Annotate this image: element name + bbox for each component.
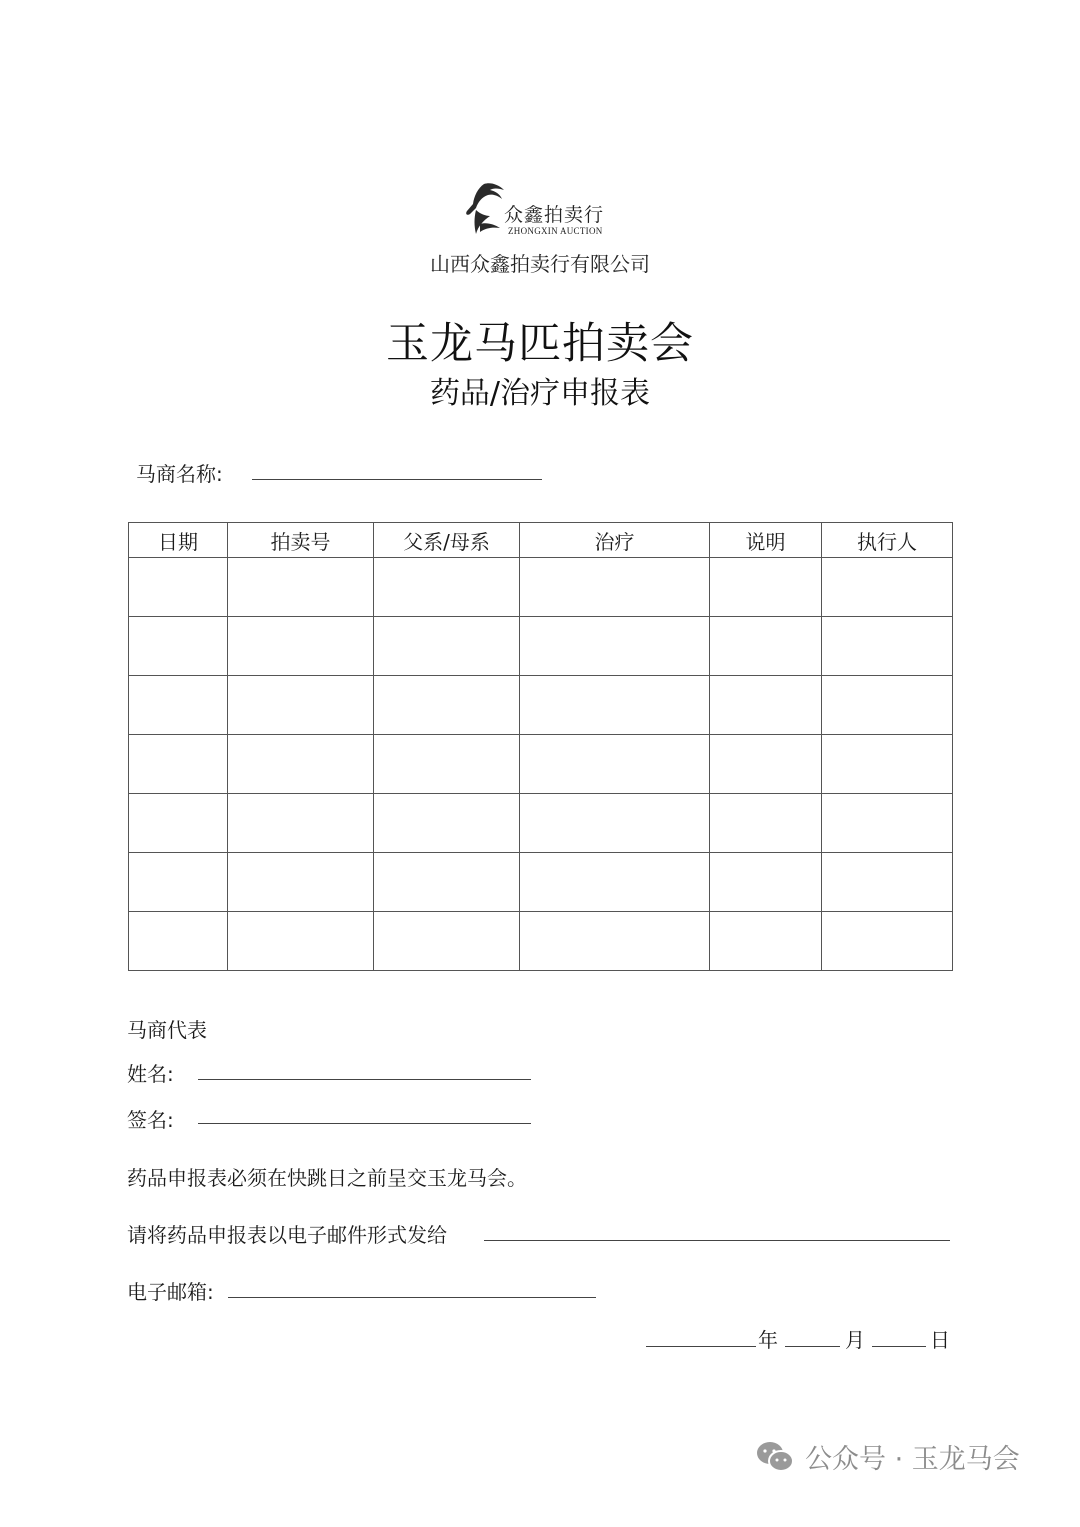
table-cell[interactable] bbox=[520, 558, 710, 617]
column-header-date: 日期 bbox=[129, 523, 228, 558]
year-field[interactable] bbox=[646, 1346, 756, 1347]
recipient-field[interactable] bbox=[484, 1240, 950, 1241]
dealer-name-field[interactable] bbox=[252, 479, 542, 480]
table-cell[interactable] bbox=[228, 912, 374, 971]
table-cell[interactable] bbox=[822, 558, 953, 617]
table-row bbox=[129, 676, 953, 735]
column-header-notes: 说明 bbox=[710, 523, 822, 558]
horse-head-icon bbox=[462, 180, 510, 238]
table-cell[interactable] bbox=[710, 617, 822, 676]
name-label: 姓名: bbox=[127, 1062, 174, 1086]
table-row bbox=[129, 912, 953, 971]
table-cell[interactable] bbox=[228, 617, 374, 676]
submission-notice: 药品申报表必须在快跳日之前呈交玉龙马会。 bbox=[127, 1166, 527, 1190]
table-cell[interactable] bbox=[374, 617, 520, 676]
table-cell[interactable] bbox=[129, 617, 228, 676]
table-cell[interactable] bbox=[129, 735, 228, 794]
table-cell[interactable] bbox=[710, 853, 822, 912]
table-row bbox=[129, 853, 953, 912]
column-header-administered-by: 执行人 bbox=[822, 523, 953, 558]
name-field[interactable] bbox=[198, 1079, 531, 1080]
table-cell[interactable] bbox=[374, 558, 520, 617]
table-row bbox=[129, 558, 953, 617]
table-cell[interactable] bbox=[228, 558, 374, 617]
table-cell[interactable] bbox=[228, 676, 374, 735]
email-send-label: 请将药品申报表以电子邮件形式发给 bbox=[127, 1223, 447, 1247]
table-row bbox=[129, 735, 953, 794]
wechat-icon bbox=[755, 1440, 795, 1474]
column-header-sire-dam: 父系/母系 bbox=[374, 523, 520, 558]
table-cell[interactable] bbox=[228, 735, 374, 794]
table-cell[interactable] bbox=[129, 794, 228, 853]
month-field[interactable] bbox=[785, 1346, 840, 1347]
page-subtitle: 药品/治疗申报表 bbox=[429, 376, 651, 411]
table-cell[interactable] bbox=[822, 617, 953, 676]
signature-label: 签名: bbox=[127, 1108, 174, 1132]
table-cell[interactable] bbox=[374, 853, 520, 912]
table-cell[interactable] bbox=[710, 735, 822, 794]
table-cell[interactable] bbox=[822, 676, 953, 735]
company-name: 山西众鑫拍卖行有限公司 bbox=[430, 252, 650, 276]
email-label: 电子邮箱: bbox=[127, 1280, 214, 1304]
column-header-lot-number: 拍卖号 bbox=[228, 523, 374, 558]
month-label: 月 bbox=[845, 1328, 865, 1352]
table-cell[interactable] bbox=[129, 853, 228, 912]
table-cell[interactable] bbox=[228, 853, 374, 912]
company-logo bbox=[462, 180, 632, 240]
dealer-name-label: 马商名称: bbox=[136, 462, 223, 486]
table-cell[interactable] bbox=[710, 912, 822, 971]
table-cell[interactable] bbox=[374, 676, 520, 735]
table-cell[interactable] bbox=[129, 676, 228, 735]
watermark bbox=[755, 1437, 1020, 1476]
table-cell[interactable] bbox=[520, 735, 710, 794]
email-field[interactable] bbox=[228, 1297, 596, 1298]
representative-heading: 马商代表 bbox=[127, 1018, 207, 1042]
year-label: 年 bbox=[758, 1328, 778, 1352]
table-cell[interactable] bbox=[374, 735, 520, 794]
table-cell[interactable] bbox=[822, 912, 953, 971]
column-header-treatment: 治疗 bbox=[520, 523, 710, 558]
table-cell[interactable] bbox=[374, 794, 520, 853]
table-cell[interactable] bbox=[710, 676, 822, 735]
table-cell[interactable] bbox=[822, 735, 953, 794]
table-cell[interactable] bbox=[520, 912, 710, 971]
watermark-text: 公众号 · 玉龙马会 bbox=[805, 1444, 1020, 1475]
day-field[interactable] bbox=[872, 1346, 926, 1347]
logo-name-cn: 众鑫拍卖行 bbox=[504, 204, 605, 226]
table-row bbox=[129, 617, 953, 676]
table-cell[interactable] bbox=[710, 794, 822, 853]
day-label: 日 bbox=[930, 1328, 950, 1352]
table-cell[interactable] bbox=[822, 794, 953, 853]
table-header-row bbox=[129, 523, 953, 558]
table-cell[interactable] bbox=[129, 558, 228, 617]
table-cell[interactable] bbox=[710, 558, 822, 617]
table-cell[interactable] bbox=[520, 794, 710, 853]
table-cell[interactable] bbox=[374, 912, 520, 971]
table-cell[interactable] bbox=[520, 617, 710, 676]
table-cell[interactable] bbox=[822, 853, 953, 912]
table-row bbox=[129, 794, 953, 853]
medication-table bbox=[128, 522, 953, 971]
page-title: 玉龙马匹拍卖会 bbox=[386, 319, 694, 369]
table-cell[interactable] bbox=[228, 794, 374, 853]
signature-field[interactable] bbox=[198, 1123, 531, 1124]
table-cell[interactable] bbox=[129, 912, 228, 971]
table-cell[interactable] bbox=[520, 853, 710, 912]
table-cell[interactable] bbox=[520, 676, 710, 735]
logo-name-en: ZHONGXIN AUCTION bbox=[508, 226, 603, 236]
